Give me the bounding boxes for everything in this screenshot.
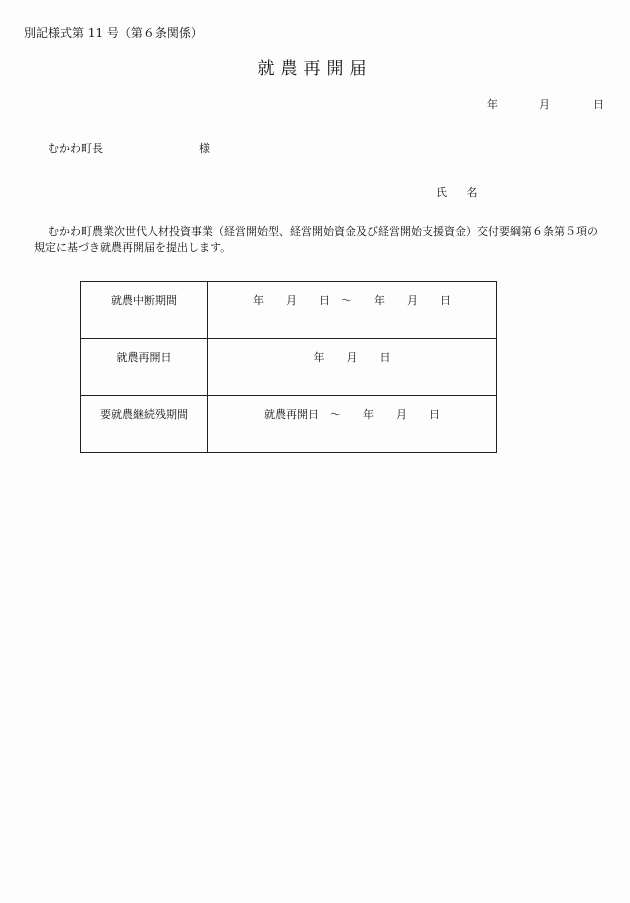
row-label-suspension-period: 就農中断期間 [81, 282, 208, 339]
document-title: 就農再開届 [257, 59, 373, 79]
date-year-label: 年 [487, 98, 498, 111]
table-row [81, 282, 497, 339]
declaration-text: むかわ町農業次世代人材投資事業（経営開始型、経営開始資金及び経営開始支援資金）交付要綱第６条第５項の規定に基づき就農再開届を提出します。 [34, 225, 598, 254]
addressee-honorific: 様 [199, 142, 210, 155]
addressee-name: むかわ町長 [48, 142, 103, 155]
row-value-suspension-period[interactable]: 年 月 日 〜 年 月 日 [208, 282, 497, 339]
row-value-resumption-date[interactable]: 年 月 日 [208, 339, 497, 396]
applicant-name-label: 氏 名 [436, 186, 486, 199]
table-row [81, 396, 497, 453]
row-value-remaining-period[interactable]: 就農再開日 〜 年 月 日 [208, 396, 497, 453]
reopening-details-table [80, 281, 497, 453]
row-label-resumption-date: 就農再開日 [81, 339, 208, 396]
date-month-label: 月 [539, 98, 550, 111]
table-row [81, 339, 497, 396]
form-number: 別記様式第 11 号（第６条関係） [24, 26, 203, 40]
row-label-remaining-period: 要就農継続残期間 [81, 396, 208, 453]
submission-date [487, 96, 604, 112]
date-day-label: 日 [593, 98, 604, 111]
